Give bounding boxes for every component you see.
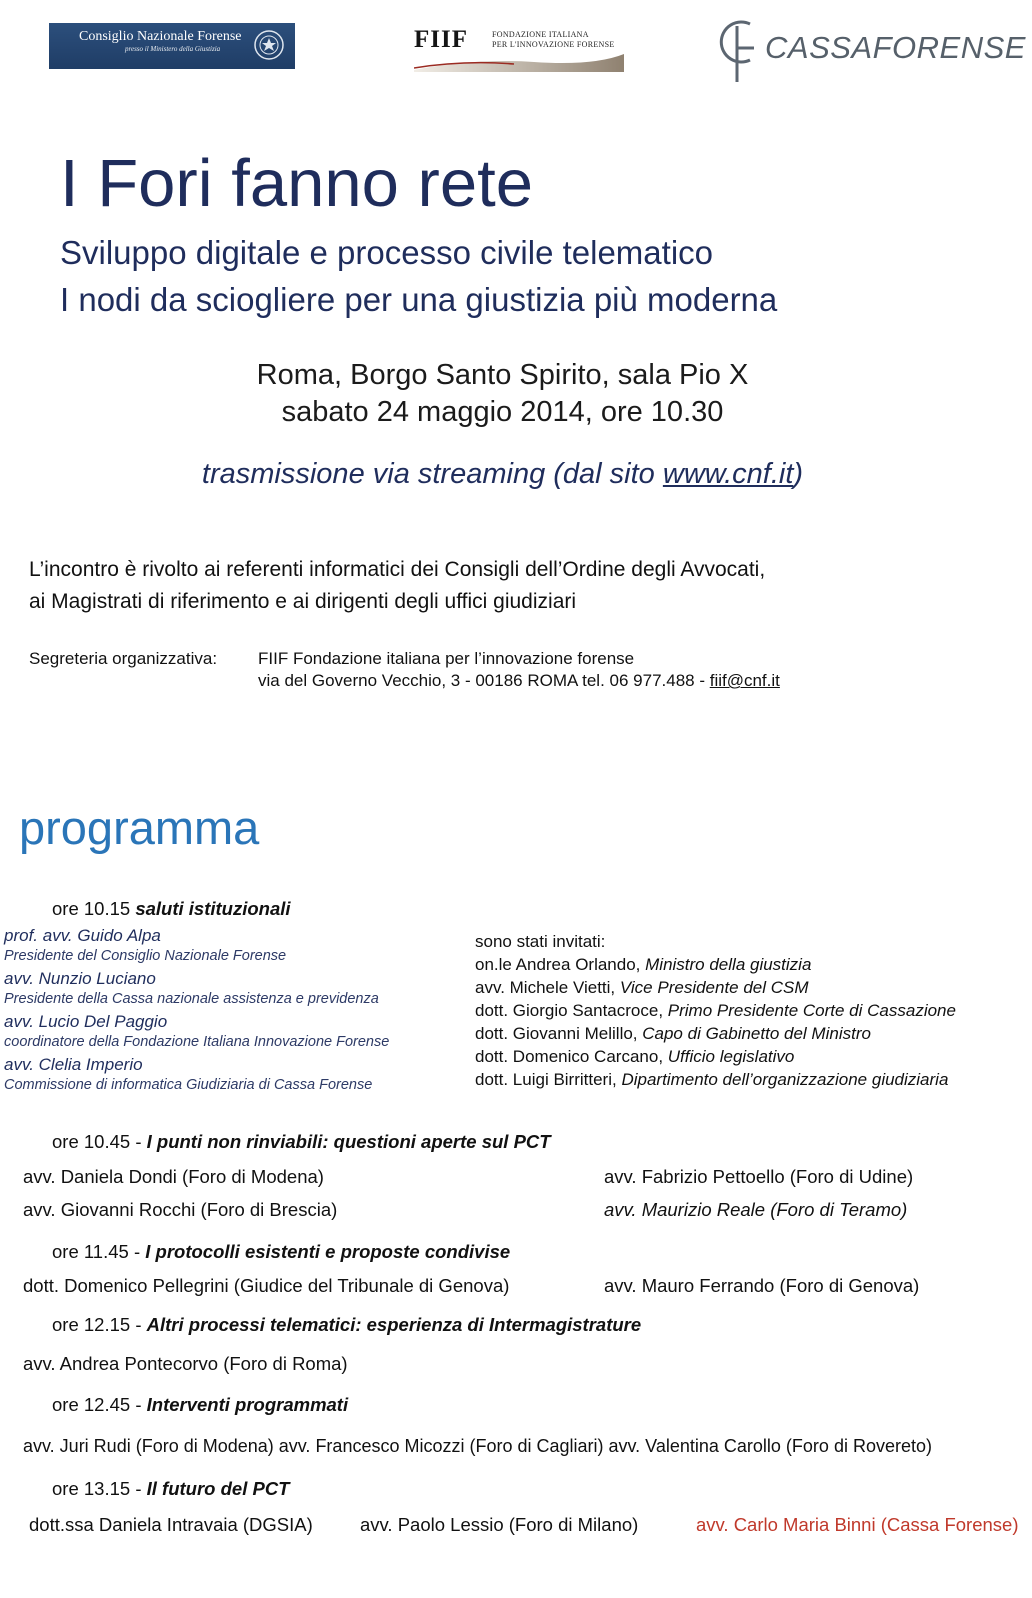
slot-time: ore 10.15 [52, 898, 136, 919]
segreteria-address-text: via del Governo Vecchio, 3 - 00186 ROMA tel. 06 977.488 - [258, 671, 710, 690]
invited-role: Dipartimento dell’organizzazione giudiziaria [621, 1070, 949, 1089]
segreteria-org: FIIF Fondazione italiana per l’innovazione forense [258, 649, 635, 668]
invited-item [475, 1001, 956, 1021]
greeting-name: avv. Lucio Del Paggio [4, 1012, 168, 1031]
subtitle-1: Sviluppo digitale e processo civile telematico [60, 234, 714, 271]
intro-line-2: ai Magistrati di riferimento e ai dirigenti degli uffici giudiziari [29, 590, 577, 613]
invited-name: dott. Giovanni Melillo, [475, 1024, 643, 1043]
italian-emblem-icon [253, 29, 285, 61]
segreteria-email-link[interactable]: fiif@cnf.it [709, 671, 780, 690]
greeting-name: avv. Nunzio Luciano [4, 969, 156, 988]
speaker: dott. Domenico Pellegrini (Giudice del Tribunale di Genova) [23, 1275, 510, 1296]
invited-label: sono stati invitati: [475, 932, 606, 951]
greeting-role: Presidente del Consiglio Nazionale Forense [4, 948, 287, 964]
streaming-note [0, 458, 1005, 491]
venue-date: sabato 24 maggio 2014, ore 10.30 [281, 396, 724, 428]
invited-item [475, 955, 811, 975]
invited-item [475, 1047, 794, 1067]
invited-role: Primo Presidente Corte di Cassazione [667, 1001, 956, 1020]
fiif-landscape-icon [414, 52, 624, 72]
greeting-role: Commissione di informatica Giudiziaria di Cassa Forense [4, 1077, 373, 1093]
cassa-forense-name: CASSAFORENSE [765, 30, 1026, 65]
invited-item [475, 978, 809, 998]
speaker: avv. Daniela Dondi (Foro di Modena) [23, 1166, 324, 1187]
cnf-logo [49, 23, 295, 69]
invited-role: Capo di Gabinetto del Ministro [642, 1024, 871, 1043]
cnf-logo-subline: presso il Ministero della Giustizia [125, 45, 221, 53]
invited-name: on.le Andrea Orlando, [475, 955, 646, 974]
greeting-role: coordinatore della Fondazione Italiana Innovazione Forense [4, 1034, 390, 1050]
speaker: avv. Fabrizio Pettoello (Foro di Udine) [604, 1166, 914, 1187]
slot-time: ore 11.45 - [52, 1241, 146, 1262]
invited-item [475, 1070, 948, 1090]
slot-6 [52, 1478, 289, 1500]
fiif-logo [414, 22, 624, 72]
invited-name: dott. Giorgio Santacroce, [475, 1001, 668, 1020]
invited-role: Ministro della giustizia [645, 955, 812, 974]
slot-topic: Interventi programmati [146, 1394, 349, 1415]
slot-topic: Il futuro del PCT [146, 1478, 290, 1499]
slot-topic: Altri processi telematici: esperienza di Intermagistrature [146, 1314, 642, 1335]
invited-role: Ufficio legislativo [667, 1047, 795, 1066]
segreteria-label: Segreteria organizzativa: [29, 649, 218, 668]
invited-role: Vice Presidente del CSM [619, 978, 809, 997]
greeting-name: prof. avv. Guido Alpa [4, 926, 161, 945]
speaker: avv. Paolo Lessio (Foro di Milano) [360, 1514, 639, 1535]
slot-4 [52, 1314, 641, 1336]
slot-topic: I punti non rinviabili: questioni aperte sul PCT [146, 1131, 551, 1152]
page-title: I Fori fanno rete [60, 146, 533, 221]
intro-line-1: L’incontro è rivolto ai referenti informatici dei Consigli dell’Ordine degli Avvocati, [29, 558, 766, 581]
streaming-close: ) [793, 458, 804, 490]
greeting-role: Presidente della Cassa nazionale assistenza e previdenza [4, 991, 379, 1007]
slot-topic: saluti istituzionali [135, 898, 291, 919]
greeting-name: avv. Clelia Imperio [4, 1055, 143, 1074]
fiif-logo-mark: FIIF [414, 26, 468, 53]
slot-1 [52, 898, 291, 920]
subtitle-2: I nodi da sciogliere per una giustizia più moderna [60, 281, 778, 318]
segreteria-address [258, 671, 780, 691]
speaker: avv. Juri Rudi (Foro di Modena) avv. Francesco Micozzi (Foro di Cagliari) avv. Valentina Carollo (Foro di Rovereto) [23, 1436, 932, 1456]
speaker: avv. Andrea Pontecorvo (Foro di Roma) [23, 1353, 348, 1374]
streaming-text: trasmissione via streaming (dal sito [201, 458, 663, 490]
cnf-logo-name: Consiglio Nazionale Forense [79, 29, 242, 44]
slot-time: ore 13.15 - [52, 1478, 147, 1499]
slot-3 [52, 1241, 510, 1263]
slot-time: ore 12.15 - [52, 1314, 147, 1335]
programma-heading: programma [19, 801, 260, 854]
speaker: avv. Mauro Ferrando (Foro di Genova) [604, 1275, 920, 1296]
streaming-link[interactable]: www.cnf.it [662, 458, 794, 490]
speaker: dott.ssa Daniela Intravaia (DGSIA) [29, 1514, 313, 1535]
slot-time: ore 10.45 - [52, 1131, 147, 1152]
invited-name: dott. Luigi Birritteri, [475, 1070, 622, 1089]
invited-item [475, 1024, 871, 1044]
slot-2 [52, 1131, 551, 1153]
slot-5 [52, 1394, 348, 1416]
fiif-logo-line1: FONDAZIONE ITALIANA [492, 30, 589, 39]
speaker: avv. Maurizio Reale (Foro di Teramo) [604, 1199, 908, 1220]
cassa-forense-logo [712, 14, 1026, 84]
slot-topic: I protocolli esistenti e proposte condivise [145, 1241, 511, 1262]
speaker: avv. Giovanni Rocchi (Foro di Brescia) [23, 1199, 338, 1220]
cassa-forense-monogram-icon [712, 14, 762, 84]
slot-time: ore 12.45 - [52, 1394, 147, 1415]
speaker: avv. Carlo Maria Binni (Cassa Forense) [696, 1514, 1019, 1535]
fiif-logo-line2: PER L'INNOVAZIONE FORENSE [492, 40, 615, 49]
invited-name: avv. Michele Vietti, [475, 978, 620, 997]
venue-place: Roma, Borgo Santo Spirito, sala Pio X [256, 359, 749, 391]
invited-name: dott. Domenico Carcano, [475, 1047, 668, 1066]
